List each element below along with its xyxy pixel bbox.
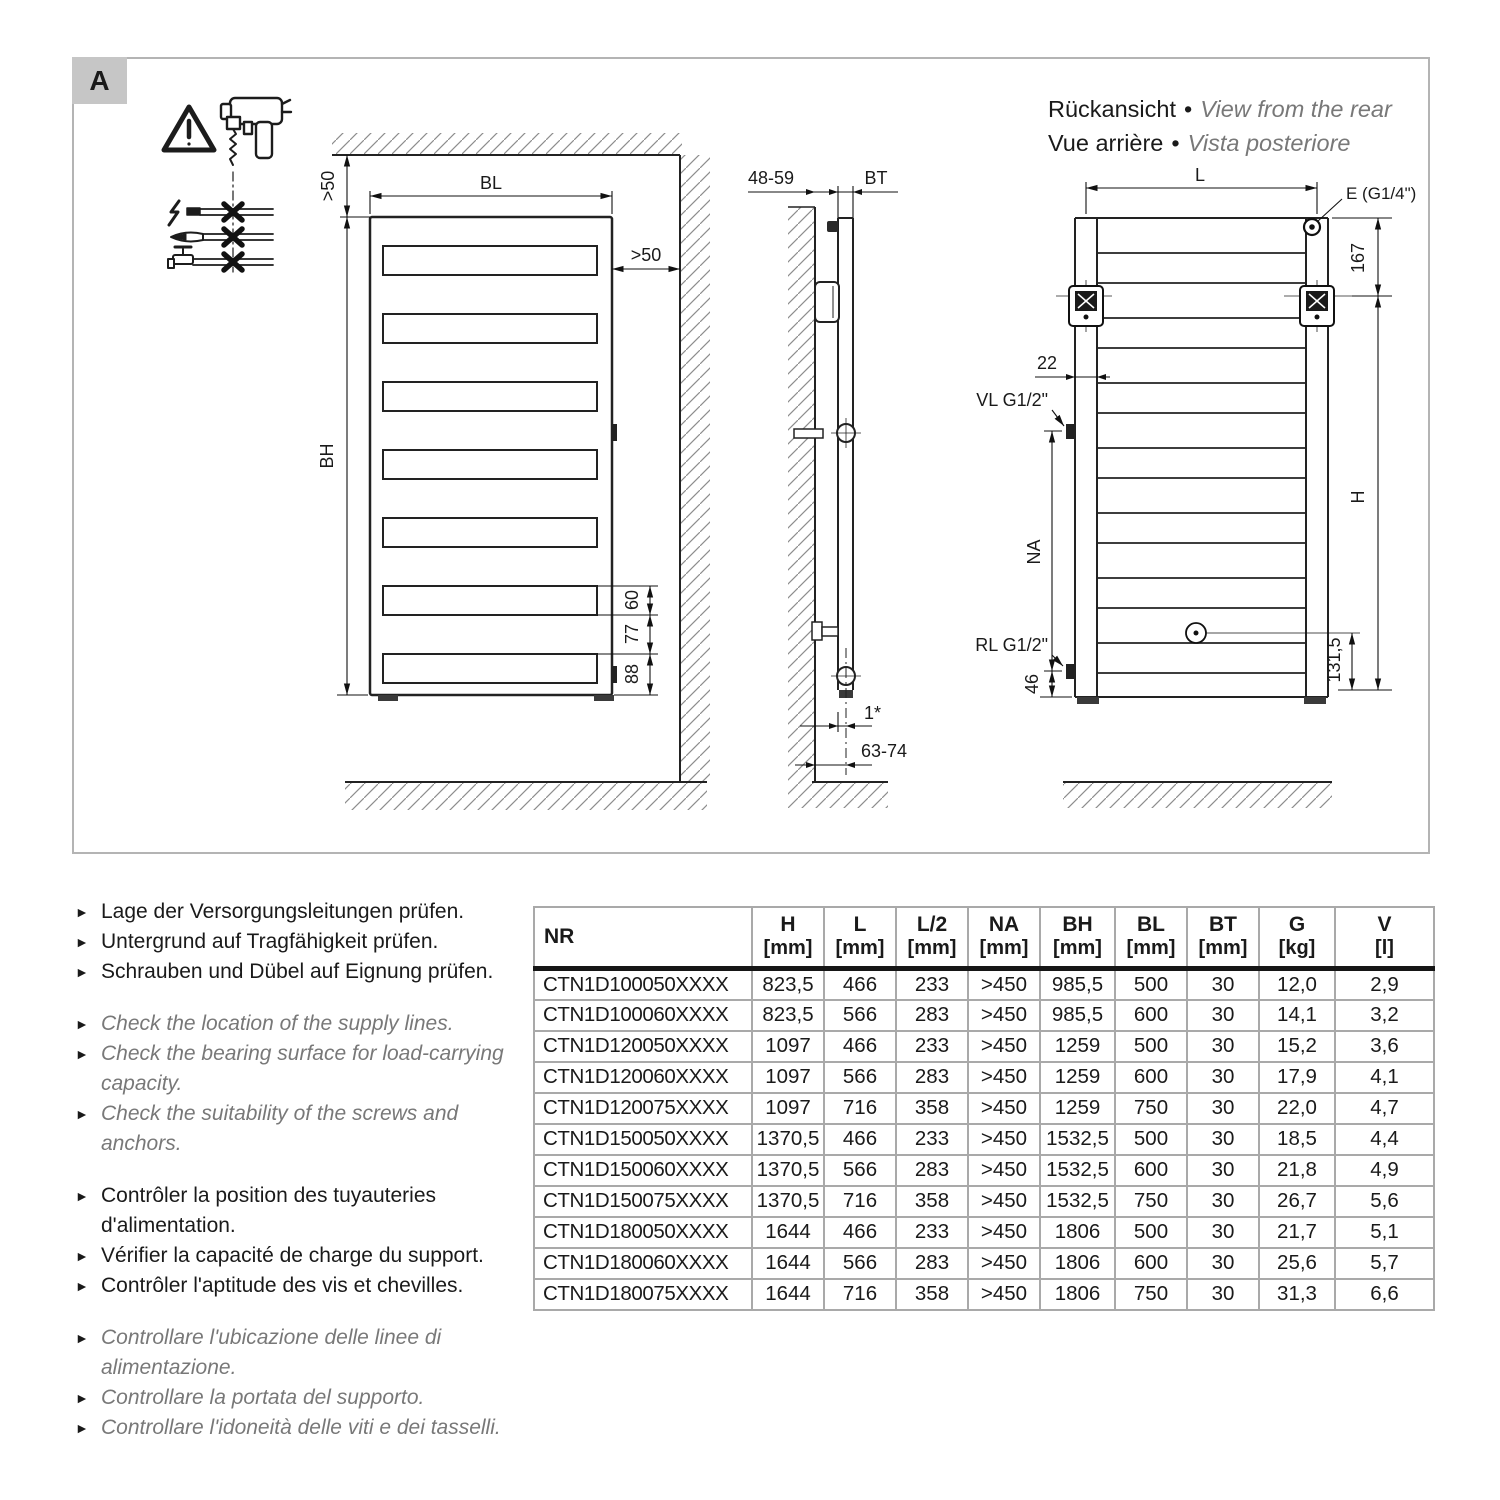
bullet-icon: ► xyxy=(75,1248,89,1264)
title-it: Vista posteriore xyxy=(1187,130,1351,156)
table-row xyxy=(534,1279,1434,1310)
col-header-BT: BT [mm] xyxy=(1187,907,1259,969)
instruction-text: Controllare l'idoneità delle viti e dei tasselli. xyxy=(101,1416,501,1439)
value-cell: 466 xyxy=(824,1217,896,1248)
rear-view-title xyxy=(1048,92,1392,160)
value-cell: 31,3 xyxy=(1259,1279,1335,1310)
instruction-text: Controllare l'ubicazione delle linee di alimentazione. xyxy=(101,1326,442,1379)
model-number-cell: CTN1D150060XXXX xyxy=(534,1155,752,1186)
gas-pipe-icon xyxy=(171,233,273,242)
instruction-item xyxy=(75,897,527,927)
dim-bt-label: BT xyxy=(864,168,888,188)
instruction-item xyxy=(75,1181,527,1241)
value-cell: 17,9 xyxy=(1259,1062,1335,1093)
value-cell: 30 xyxy=(1187,1217,1259,1248)
value-cell: 283 xyxy=(896,1155,968,1186)
value-cell: 1806 xyxy=(1040,1248,1115,1279)
instruction-item xyxy=(75,957,527,987)
vl-connection xyxy=(1066,424,1076,439)
value-cell: 566 xyxy=(824,1155,896,1186)
supply-pipe xyxy=(794,429,823,438)
dim-bh-label: BH xyxy=(317,443,337,469)
instruction-group-en xyxy=(75,1009,527,1159)
model-number-cell: CTN1D180060XXXX xyxy=(534,1248,752,1279)
value-cell: 283 xyxy=(896,1248,968,1279)
instruction-item xyxy=(75,1241,527,1271)
dim-na-label: NA xyxy=(1024,539,1044,565)
dim-offset-label: 1* xyxy=(864,703,882,723)
value-cell: 30 xyxy=(1187,1124,1259,1155)
value-cell: 3,2 xyxy=(1335,1000,1434,1031)
value-cell: 466 xyxy=(824,1031,896,1062)
model-number-cell: CTN1D120050XXXX xyxy=(534,1031,752,1062)
model-number-cell: CTN1D100060XXXX xyxy=(534,1000,752,1031)
col-header-BL: BL [mm] xyxy=(1115,907,1187,969)
bullet-icon: ► xyxy=(75,1390,89,1406)
mounting-bracket-right xyxy=(1284,280,1352,332)
value-cell: 500 xyxy=(1115,1217,1187,1248)
value-cell: 358 xyxy=(896,1279,968,1310)
floor-hatch xyxy=(345,782,707,810)
instructions-block xyxy=(75,897,527,1465)
value-cell: 30 xyxy=(1187,1000,1259,1031)
instruction-text: Contrôler l'aptitude des vis et chevilles. xyxy=(101,1274,464,1297)
value-cell: >450 xyxy=(968,1062,1040,1093)
value-cell: 1259 xyxy=(1040,1093,1115,1124)
instruction-item xyxy=(75,927,527,957)
value-cell: 1532,5 xyxy=(1040,1186,1115,1217)
value-cell: 358 xyxy=(896,1093,968,1124)
col-header-H: H [mm] xyxy=(752,907,824,969)
bullet-icon: ► xyxy=(75,1016,89,1032)
instruction-item xyxy=(75,1099,527,1159)
dim-l-label: L xyxy=(1194,165,1206,185)
bullet-icon: ► xyxy=(75,1420,89,1436)
bullet-icon: ► xyxy=(75,1106,89,1122)
value-cell: 750 xyxy=(1115,1279,1187,1310)
wall-hatch xyxy=(788,207,815,782)
connection-tab xyxy=(612,666,617,683)
value-cell: 233 xyxy=(896,1217,968,1248)
pipe-flange xyxy=(812,622,822,640)
model-number-cell: CTN1D180075XXXX xyxy=(534,1279,752,1310)
value-cell: 1370,5 xyxy=(752,1124,824,1155)
instruction-group-de xyxy=(75,897,527,987)
side-view-drawing xyxy=(730,108,980,828)
instruction-text: Lage der Versorgungsleitungen prüfen. xyxy=(101,900,465,923)
col-header-NR: NR xyxy=(534,907,752,969)
value-cell: 1370,5 xyxy=(752,1186,824,1217)
value-cell: 25,6 xyxy=(1259,1248,1335,1279)
radiator-foot xyxy=(1077,697,1099,704)
bullet-icon: ► xyxy=(75,964,89,980)
dim-bl-label: BL xyxy=(479,173,503,193)
value-cell: 600 xyxy=(1115,1248,1187,1279)
title-de: Rückansicht xyxy=(1048,96,1176,122)
value-cell: 5,6 xyxy=(1335,1186,1434,1217)
no-drill-x-icon xyxy=(224,204,242,270)
value-cell: >450 xyxy=(968,1155,1040,1186)
dim-167-label: 167 xyxy=(1348,242,1368,274)
bullet-icon: ► xyxy=(75,1330,89,1346)
value-cell: 4,7 xyxy=(1335,1093,1434,1124)
value-cell: 21,8 xyxy=(1259,1155,1335,1186)
value-cell: >450 xyxy=(968,969,1040,1000)
value-cell: 14,1 xyxy=(1259,1000,1335,1031)
value-cell: 1370,5 xyxy=(752,1155,824,1186)
drill-icon xyxy=(221,98,291,165)
value-cell: 750 xyxy=(1115,1186,1187,1217)
value-cell: 823,5 xyxy=(752,1000,824,1031)
instruction-group-it xyxy=(75,1323,527,1443)
dim-131-label: 131,5 xyxy=(1324,637,1344,683)
value-cell: 1644 xyxy=(752,1279,824,1310)
value-cell: 15,2 xyxy=(1259,1031,1335,1062)
value-cell: 22,0 xyxy=(1259,1093,1335,1124)
mounting-bracket-left xyxy=(1056,280,1112,332)
value-cell: 12,0 xyxy=(1259,969,1335,1000)
warning-pictogram xyxy=(140,85,330,285)
dim-88-label: 88 xyxy=(622,663,642,685)
instruction-text: Check the location of the supply lines. xyxy=(101,1012,454,1035)
table-row xyxy=(534,969,1434,1000)
instruction-item xyxy=(75,1009,527,1039)
instruction-item xyxy=(75,1271,527,1301)
value-cell: 1097 xyxy=(752,1031,824,1062)
rl-connection xyxy=(1066,664,1076,679)
table-row xyxy=(534,1062,1434,1093)
value-cell: 233 xyxy=(896,1124,968,1155)
value-cell: 716 xyxy=(824,1279,896,1310)
instruction-item xyxy=(75,1323,527,1383)
title-fr: Vue arrière xyxy=(1048,130,1164,156)
col-header-G: G [kg] xyxy=(1259,907,1335,969)
panel-a-tab xyxy=(72,57,127,104)
electric-cable-icon xyxy=(169,201,273,225)
dim-vl-label: VL G1/2" xyxy=(976,390,1048,410)
col-header-L/2: L/2 [mm] xyxy=(896,907,968,969)
value-cell: 30 xyxy=(1187,1062,1259,1093)
value-cell: 5,7 xyxy=(1335,1248,1434,1279)
value-cell: >450 xyxy=(968,1279,1040,1310)
bullet-icon: ► xyxy=(75,1278,89,1294)
value-cell: 1806 xyxy=(1040,1217,1115,1248)
bullet-icon: ► xyxy=(75,1188,89,1204)
value-cell: 30 xyxy=(1187,969,1259,1000)
radiator-side-body xyxy=(838,218,853,690)
bullet-icon: ► xyxy=(75,1046,89,1062)
warning-triangle-icon xyxy=(164,107,214,150)
value-cell: 233 xyxy=(896,969,968,1000)
connection-tab xyxy=(612,424,617,441)
value-cell: 985,5 xyxy=(1040,1000,1115,1031)
instruction-text: Check the bearing surface for load-carrying capacity. xyxy=(101,1042,504,1095)
radiator-foot xyxy=(594,695,614,701)
panel-a-label: A xyxy=(89,64,110,96)
value-cell: 1644 xyxy=(752,1217,824,1248)
value-cell: 500 xyxy=(1115,969,1187,1000)
value-cell: 5,1 xyxy=(1335,1217,1434,1248)
spec-table-header-row xyxy=(534,907,1434,969)
model-number-cell: CTN1D150075XXXX xyxy=(534,1186,752,1217)
value-cell: 600 xyxy=(1115,1062,1187,1093)
radiator-foot xyxy=(1304,697,1326,704)
value-cell: >450 xyxy=(968,1093,1040,1124)
dim-h-label: H xyxy=(1348,490,1368,504)
instruction-text: Controllare la portata del supporto. xyxy=(101,1386,425,1409)
value-cell: >450 xyxy=(968,1217,1040,1248)
value-cell: 1532,5 xyxy=(1040,1155,1115,1186)
rear-view-title-line1 xyxy=(1048,92,1392,126)
value-cell: 1644 xyxy=(752,1248,824,1279)
instruction-group-fr xyxy=(75,1181,527,1301)
value-cell: 716 xyxy=(824,1093,896,1124)
value-cell: 1259 xyxy=(1040,1031,1115,1062)
dim-gap-top-label: >50 xyxy=(318,170,338,202)
value-cell: 1097 xyxy=(752,1093,824,1124)
value-cell: 6,6 xyxy=(1335,1279,1434,1310)
table-row xyxy=(534,1217,1434,1248)
wall-hatch-top xyxy=(332,133,682,155)
value-cell: >450 xyxy=(968,1124,1040,1155)
value-cell: 600 xyxy=(1115,1155,1187,1186)
table-row xyxy=(534,1000,1434,1031)
instruction-text: Vérifier la capacité de charge du support. xyxy=(101,1244,484,1267)
water-tap-icon xyxy=(168,247,273,268)
title-separator: • xyxy=(1171,130,1180,156)
value-cell: 1806 xyxy=(1040,1279,1115,1310)
value-cell: 30 xyxy=(1187,1186,1259,1217)
value-cell: 18,5 xyxy=(1259,1124,1335,1155)
value-cell: 4,9 xyxy=(1335,1155,1434,1186)
instruction-text: Untergrund auf Tragfähigkeit prüfen. xyxy=(101,930,439,953)
value-cell: 566 xyxy=(824,1000,896,1031)
front-view-drawing xyxy=(317,108,720,820)
col-header-NA: NA [mm] xyxy=(968,907,1040,969)
model-number-cell: CTN1D180050XXXX xyxy=(534,1217,752,1248)
value-cell: 30 xyxy=(1187,1248,1259,1279)
col-header-V: V [l] xyxy=(1335,907,1434,969)
value-cell: 26,7 xyxy=(1259,1186,1335,1217)
instruction-item xyxy=(75,1413,527,1443)
spec-table xyxy=(533,906,1435,1311)
dim-gap-right-label: >50 xyxy=(630,245,662,265)
value-cell: 2,9 xyxy=(1335,969,1434,1000)
model-number-cell: CTN1D100050XXXX xyxy=(534,969,752,1000)
value-cell: 3,6 xyxy=(1335,1031,1434,1062)
value-cell: 500 xyxy=(1115,1031,1187,1062)
dim-rl-label: RL G1/2" xyxy=(975,635,1048,655)
value-cell: 30 xyxy=(1187,1093,1259,1124)
value-cell: 750 xyxy=(1115,1093,1187,1124)
title-separator: • xyxy=(1184,96,1193,122)
value-cell: 1097 xyxy=(752,1062,824,1093)
col-header-BH: BH [mm] xyxy=(1040,907,1115,969)
bullet-icon: ► xyxy=(75,904,89,920)
value-cell: >450 xyxy=(968,1031,1040,1062)
value-cell: 283 xyxy=(896,1000,968,1031)
rear-view-title-line2 xyxy=(1048,126,1392,160)
table-row xyxy=(534,1124,1434,1155)
wall-bracket xyxy=(815,282,839,322)
wall-hatch-right xyxy=(680,155,710,782)
value-cell: 30 xyxy=(1187,1155,1259,1186)
dim-floor-gap-label: 63-74 xyxy=(860,741,908,761)
table-row xyxy=(534,1248,1434,1279)
value-cell: 985,5 xyxy=(1040,969,1115,1000)
model-number-cell: CTN1D120060XXXX xyxy=(534,1062,752,1093)
rear-slat-lines xyxy=(1097,253,1306,673)
value-cell: 600 xyxy=(1115,1000,1187,1031)
table-row xyxy=(534,1093,1434,1124)
model-number-cell: CTN1D120075XXXX xyxy=(534,1093,752,1124)
value-cell: 1259 xyxy=(1040,1062,1115,1093)
value-cell: >450 xyxy=(968,1248,1040,1279)
return-pipe xyxy=(822,627,838,636)
instruction-text: Schrauben und Dübel auf Eignung prüfen. xyxy=(101,960,494,983)
value-cell: 30 xyxy=(1187,1031,1259,1062)
table-row xyxy=(534,1155,1434,1186)
value-cell: 500 xyxy=(1115,1124,1187,1155)
value-cell: 30 xyxy=(1187,1279,1259,1310)
dim-60-label: 60 xyxy=(622,589,642,611)
value-cell: 466 xyxy=(824,1124,896,1155)
air-vent-knob xyxy=(827,221,838,232)
model-number-cell: CTN1D150050XXXX xyxy=(534,1124,752,1155)
value-cell: 21,7 xyxy=(1259,1217,1335,1248)
floor-hatch xyxy=(1063,782,1332,808)
value-cell: 716 xyxy=(824,1186,896,1217)
title-en: View from the rear xyxy=(1200,96,1392,122)
value-cell: 233 xyxy=(896,1031,968,1062)
floor-hatch xyxy=(788,782,888,808)
spec-table-body xyxy=(534,969,1434,1310)
dim-wall-gap-label: 48-59 xyxy=(747,168,795,188)
table-row xyxy=(534,1186,1434,1217)
value-cell: 566 xyxy=(824,1062,896,1093)
bullet-icon: ► xyxy=(75,934,89,950)
dim-22-label: 22 xyxy=(1036,353,1058,373)
radiator-foot xyxy=(378,695,398,701)
value-cell: >450 xyxy=(968,1000,1040,1031)
dim-46-label: 46 xyxy=(1022,673,1042,695)
col-header-L: L [mm] xyxy=(824,907,896,969)
value-cell: >450 xyxy=(968,1186,1040,1217)
value-cell: 566 xyxy=(824,1248,896,1279)
rear-view-drawing xyxy=(950,140,1445,840)
instruction-text: Check the suitability of the screws and anchors. xyxy=(101,1102,459,1155)
value-cell: 823,5 xyxy=(752,969,824,1000)
dim-e-label: E (G1/4") xyxy=(1346,184,1417,203)
value-cell: 4,1 xyxy=(1335,1062,1434,1093)
value-cell: 4,4 xyxy=(1335,1124,1434,1155)
instruction-item xyxy=(75,1039,527,1099)
value-cell: 466 xyxy=(824,969,896,1000)
instruction-item xyxy=(75,1383,527,1413)
value-cell: 358 xyxy=(896,1186,968,1217)
value-cell: 283 xyxy=(896,1062,968,1093)
instruction-text: Contrôler la position des tuyauteries d'alimentation. xyxy=(101,1184,437,1237)
dim-77-label: 77 xyxy=(622,623,642,645)
table-row xyxy=(534,1031,1434,1062)
value-cell: 1532,5 xyxy=(1040,1124,1115,1155)
